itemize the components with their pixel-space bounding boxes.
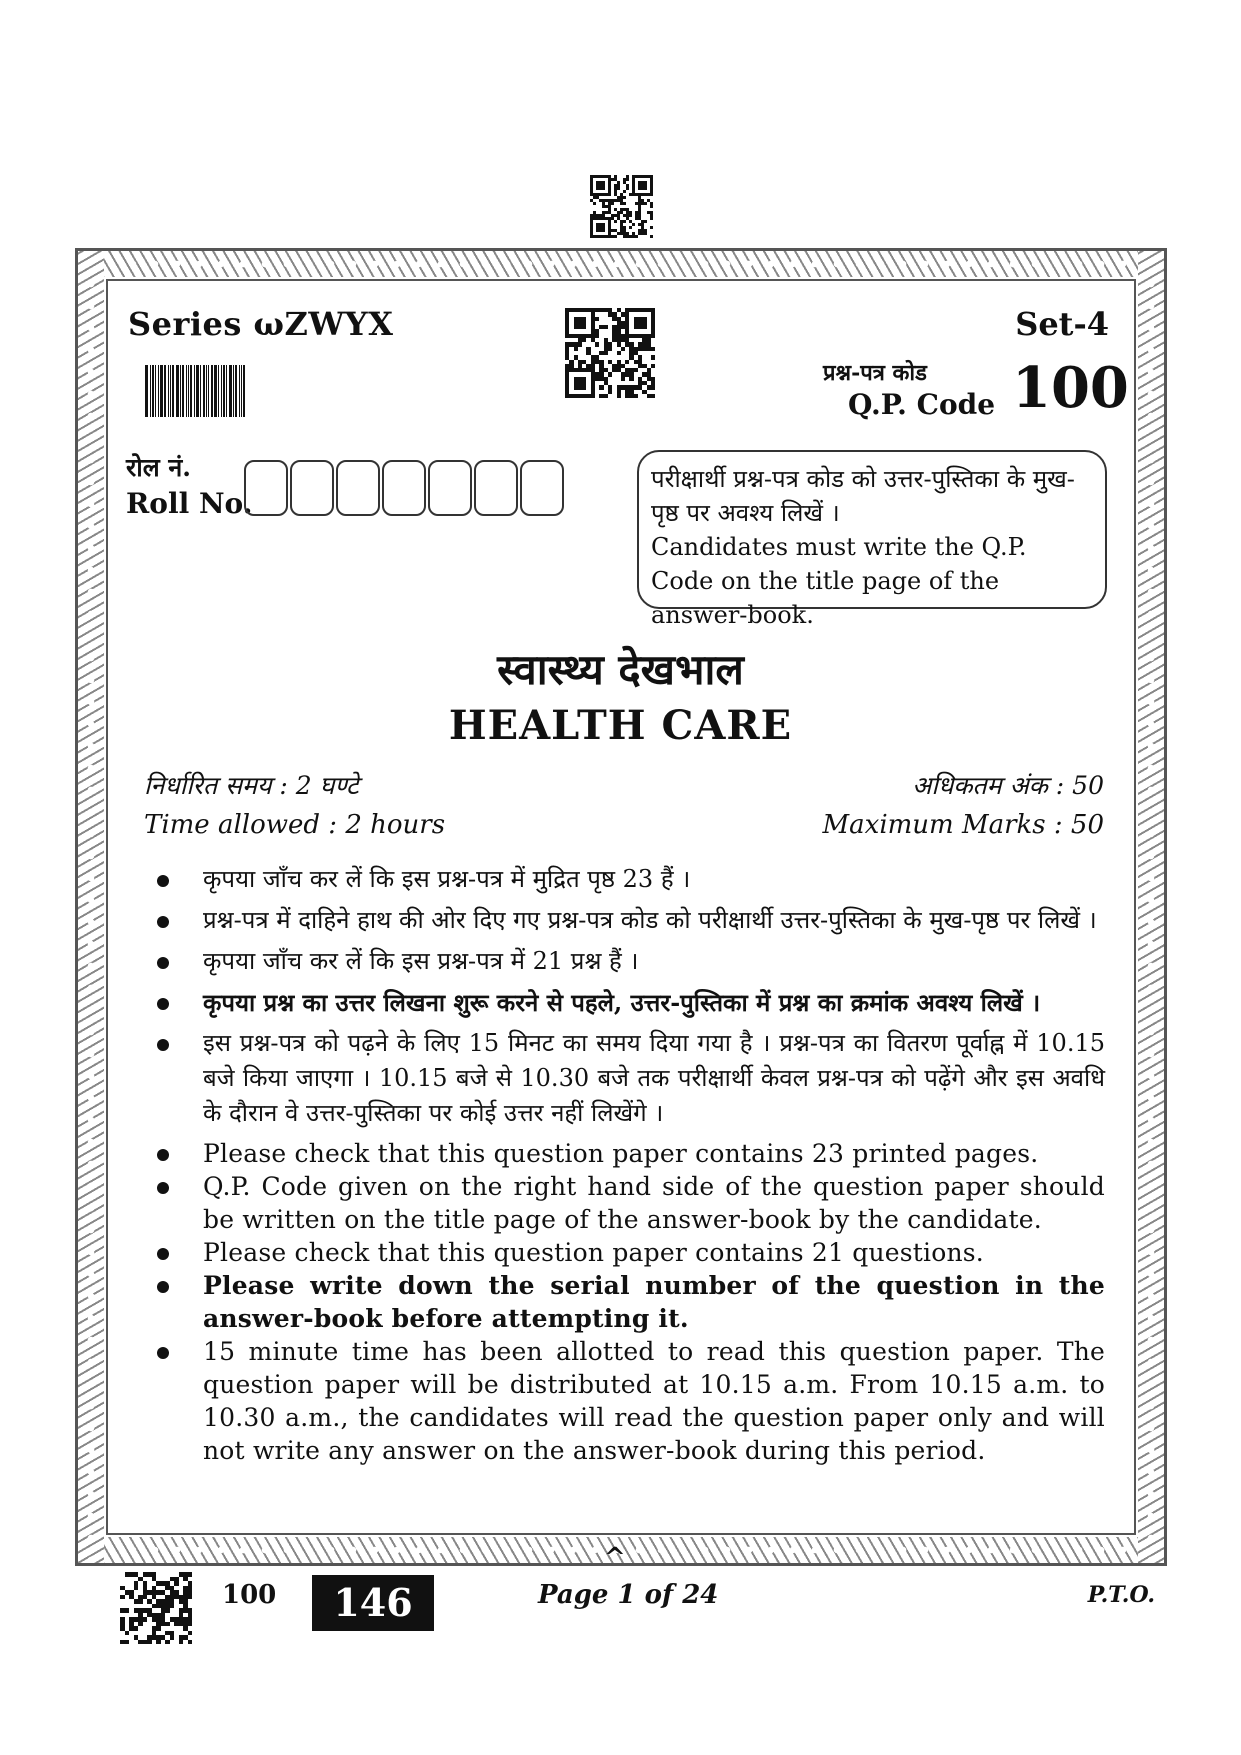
instruction-english: 15 minute time has been allotted to read this question paper. The question paper will be distributed at 10.15 a.m. From 10.15 a.m. to 10.30 a.m., the candidates will read the question paper only and will not write any answer on the answer-book during this period. bbox=[155, 1335, 1105, 1467]
instruction-english: Please write down the serial number of the question in the answer-book before attempting it. bbox=[155, 1269, 1105, 1335]
roll-label-hindi: रोल नं. bbox=[126, 453, 191, 482]
page-number: Page 1 of 24 bbox=[538, 1580, 719, 1610]
instructions-list bbox=[155, 862, 1105, 1467]
roll-digit-box[interactable] bbox=[336, 460, 380, 516]
notice-english: Candidates must write the Q.P. Code on the title page of the answer-book. bbox=[651, 533, 1027, 629]
roll-label: Roll No. bbox=[126, 487, 253, 520]
roll-digit-box[interactable] bbox=[382, 460, 426, 516]
instruction-hindi: इस प्रश्न-पत्र को पढ़ने के लिए 15 मिनट का समय दिया गया है । प्रश्न-पत्र का वितरण पूर्वाह्न में 10.15 बजे किया जाएगा । 10.15 बजे से 10.30 बजे तक परीक्षार्थी केवल प्रश्न-पत्र को पढ़ेंगे और इस अवधि के दौरान वे उत्तर-पुस्तिका पर कोई उत्तर नहीं लिखेंगे । bbox=[155, 1026, 1105, 1131]
time-allowed-hindi: निर्धारित समय : 2 घण्टे bbox=[144, 771, 359, 800]
datamatrix-code bbox=[120, 1572, 192, 1644]
roll-digit-box[interactable] bbox=[428, 460, 472, 516]
subject-title-hindi: स्वास्थ्य देखभाल bbox=[497, 645, 744, 694]
set-label: Set-4 bbox=[1015, 305, 1109, 343]
roll-digit-box[interactable] bbox=[290, 460, 334, 516]
caret-mark: ^ bbox=[604, 1543, 626, 1573]
qp-code-label: Q.P. Code bbox=[848, 388, 996, 421]
notice-hindi: परीक्षार्थी प्रश्न-पत्र कोड को उत्तर-पुस्तिका के मुख-पृष्ठ पर अवश्य लिखें । bbox=[651, 465, 1075, 527]
instruction-hindi: कृपया जाँच कर लें कि इस प्रश्न-पत्र में 21 प्रश्न हैं । bbox=[155, 944, 1105, 979]
instruction-english: Please check that this question paper contains 21 questions. bbox=[155, 1236, 1105, 1269]
roll-digit-box[interactable] bbox=[520, 460, 564, 516]
qr-code-top bbox=[590, 175, 653, 238]
border-band-right bbox=[1138, 251, 1164, 1563]
qr-code-header bbox=[565, 308, 655, 398]
barcode bbox=[145, 365, 247, 417]
time-allowed: Time allowed : 2 hours bbox=[144, 810, 446, 840]
border-band-top bbox=[78, 251, 1164, 277]
max-marks-hindi: अधिकतम अंक : 50 bbox=[912, 771, 1104, 800]
roll-number-boxes[interactable] bbox=[244, 460, 566, 516]
pto-label: P.T.O. bbox=[1087, 1582, 1155, 1608]
footer-box-number: 146 bbox=[312, 1575, 434, 1631]
instruction-hindi: कृपया जाँच कर लें कि इस प्रश्न-पत्र में मुद्रित पृष्ठ 23 हैं । bbox=[155, 862, 1105, 897]
instruction-english: Please check that this question paper contains 23 printed pages. bbox=[155, 1137, 1105, 1170]
qp-code-notice bbox=[637, 450, 1107, 629]
instruction-hindi: कृपया प्रश्न का उत्तर लिखना शुरू करने से पहले, उत्तर-पुस्तिका में प्रश्न का क्रमांक अवश्य लिखें । bbox=[155, 985, 1105, 1020]
qp-code-value: 100 bbox=[1012, 355, 1129, 421]
roll-digit-box[interactable] bbox=[244, 460, 288, 516]
roll-digit-box[interactable] bbox=[474, 460, 518, 516]
series-label: Series ωZWYX bbox=[128, 305, 394, 343]
border-band-left bbox=[78, 251, 104, 1563]
max-marks: Maximum Marks : 50 bbox=[822, 810, 1104, 840]
subject-title: HEALTH CARE bbox=[448, 702, 793, 749]
footer-code: 100 bbox=[222, 1580, 277, 1610]
instruction-english: Q.P. Code given on the right hand side of the question paper should be written on the title page of the answer-book by the candidate. bbox=[155, 1170, 1105, 1236]
qp-code-label-hindi: प्रश्न-पत्र कोड bbox=[823, 360, 927, 386]
instruction-hindi: प्रश्न-पत्र में दाहिने हाथ की ओर दिए गए प्रश्न-पत्र कोड को परीक्षार्थी उत्तर-पुस्तिका के मुख-पृष्ठ पर लिखें । bbox=[155, 903, 1105, 938]
